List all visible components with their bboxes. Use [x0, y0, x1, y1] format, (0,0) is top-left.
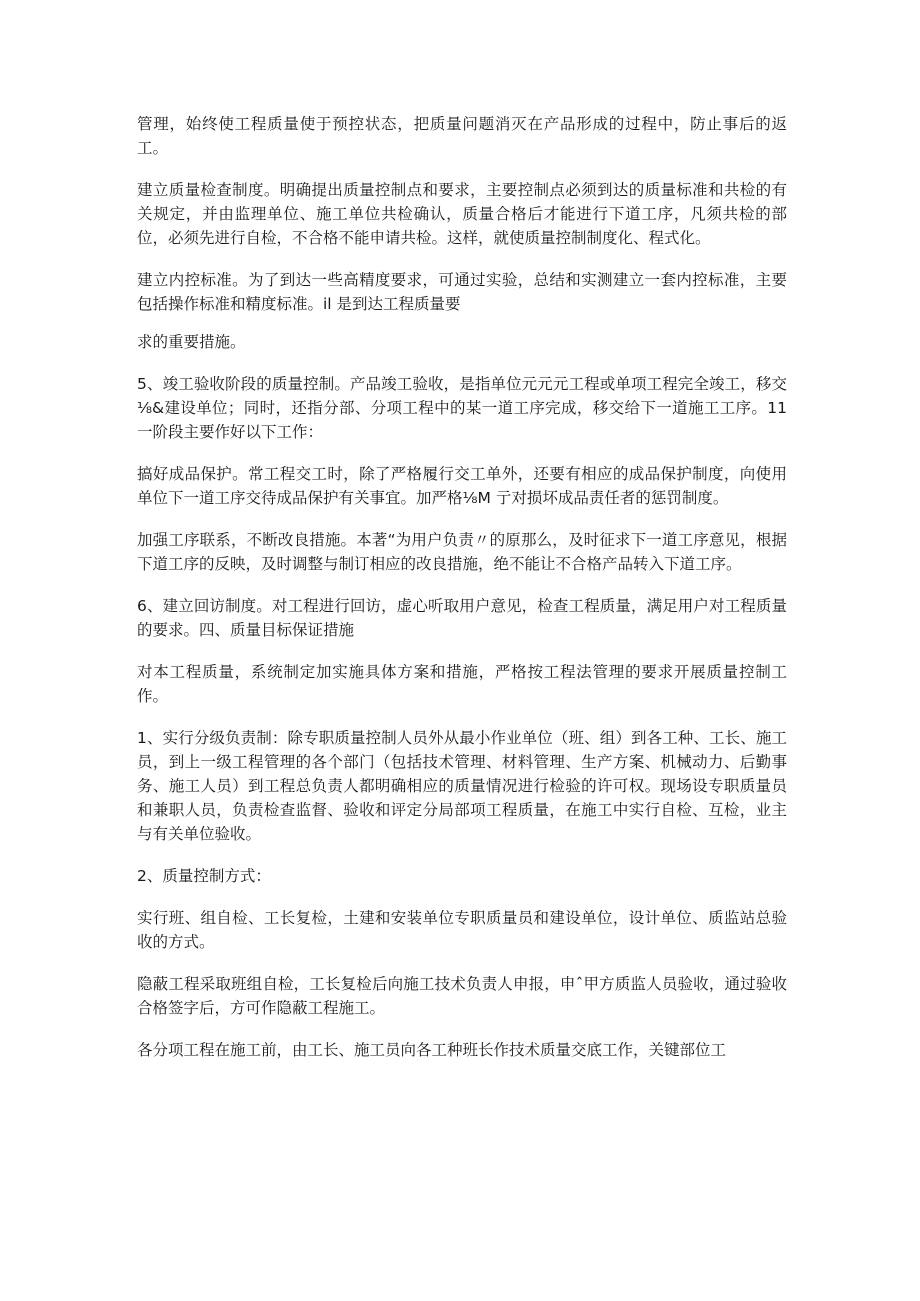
- paragraph-13: 隐蔽工程采取班组自检，工长复检后向施工技术负责人申报，申ˆ甲方质监人员验收，通过验收合格签字后，方可作隐蔽工程施工。: [137, 975, 787, 1017]
- paragraph-14: 各分项工程在施工前，由工长、施工员向各工种班长作技术质量交底工作，关键部位工: [137, 1041, 727, 1059]
- paragraph-1: 管理，始终使工程质量使于预控状态，把质量问题消灭在产品形成的过程中，防止事后的返工。: [137, 115, 787, 157]
- paragraph-6: 搞好成品保护。常工程交工时，除了严格履行交工单外，还要有相应的成品保护制度，向使用单位下一道工序交待成品保护有关事宜。加严格⅛M 亍对损坏成品责任者的惩罚制度。: [137, 465, 787, 507]
- paragraph-2: 建立质量检查制度。明确提出质量控制点和要求，主要控制点必须到达的质量标准和共检的有关规定，并由监理单位、施工单位共检确认，质量合格后才能进行下道工序，凡须共检的部位，必须先进行自检，不合格不能申请共检。这样，就使质量控制制度化、程式化。: [137, 181, 787, 247]
- paragraph-8: 6、建立回访制度。对工程进行回访，虚心听取用户意见，检查工程质量，满足用户对工程质量的要求。四、质量目标保证措施: [137, 597, 787, 639]
- paragraph-12: 实行班、组自检、工长复检，土建和安装单位专职质量员和建设单位，设计单位、质监站总验收的方式。: [137, 909, 787, 951]
- paragraph-4: 求的重要措施。: [137, 333, 246, 351]
- paragraph-11: 2、质量控制方式：: [137, 867, 271, 885]
- paragraph-10: 1、实行分级负责制：除专职质量控制人员外从最小作业单位（班、组）到各工种、工长、施工员，到上一级工程管理的各个部门（包括技术管理、材料管理、生产方案、机械动力、后勤事务、施工人员）到工程总负责人都明确相应的质量情况进行检验的许可权。现场设专职质量员和兼职人员，负责检查监督、验收和评定分局部项工程质量，在施工中实行自检、互检，业主与有关单位验收。: [137, 729, 787, 843]
- paragraph-5: 5、竣工验收阶段的质量控制。产品竣工验收，是指单位元元元工程或单项工程完全竣工，移交⅛&建设单位；同时，还指分部、分项工程中的某一道工序完成，移交给下一道施工工序。11 一阶段主要作好以下工作：: [137, 375, 787, 441]
- document-body: [137, 112, 787, 1080]
- paragraph-9: 对本工程质量，系统制定加实施具体方案和措施，严格按工程法管理的要求开展质量控制工作。: [137, 663, 787, 705]
- paragraph-7: 加强工序联系，不断改良措施。本著“为用户负责〃的原那么，及时征求下一道工序意见，根据下道工序的反映，及时调整与制订相应的改良措施，绝不能让不合格产品转入下道工序。: [137, 531, 787, 573]
- paragraph-3: 建立内控标准。为了到达一些高精度要求，可通过实验，总结和实测建立一套内控标准，主要包括操作标准和精度标准。il 是到达工程质量要: [137, 271, 787, 313]
